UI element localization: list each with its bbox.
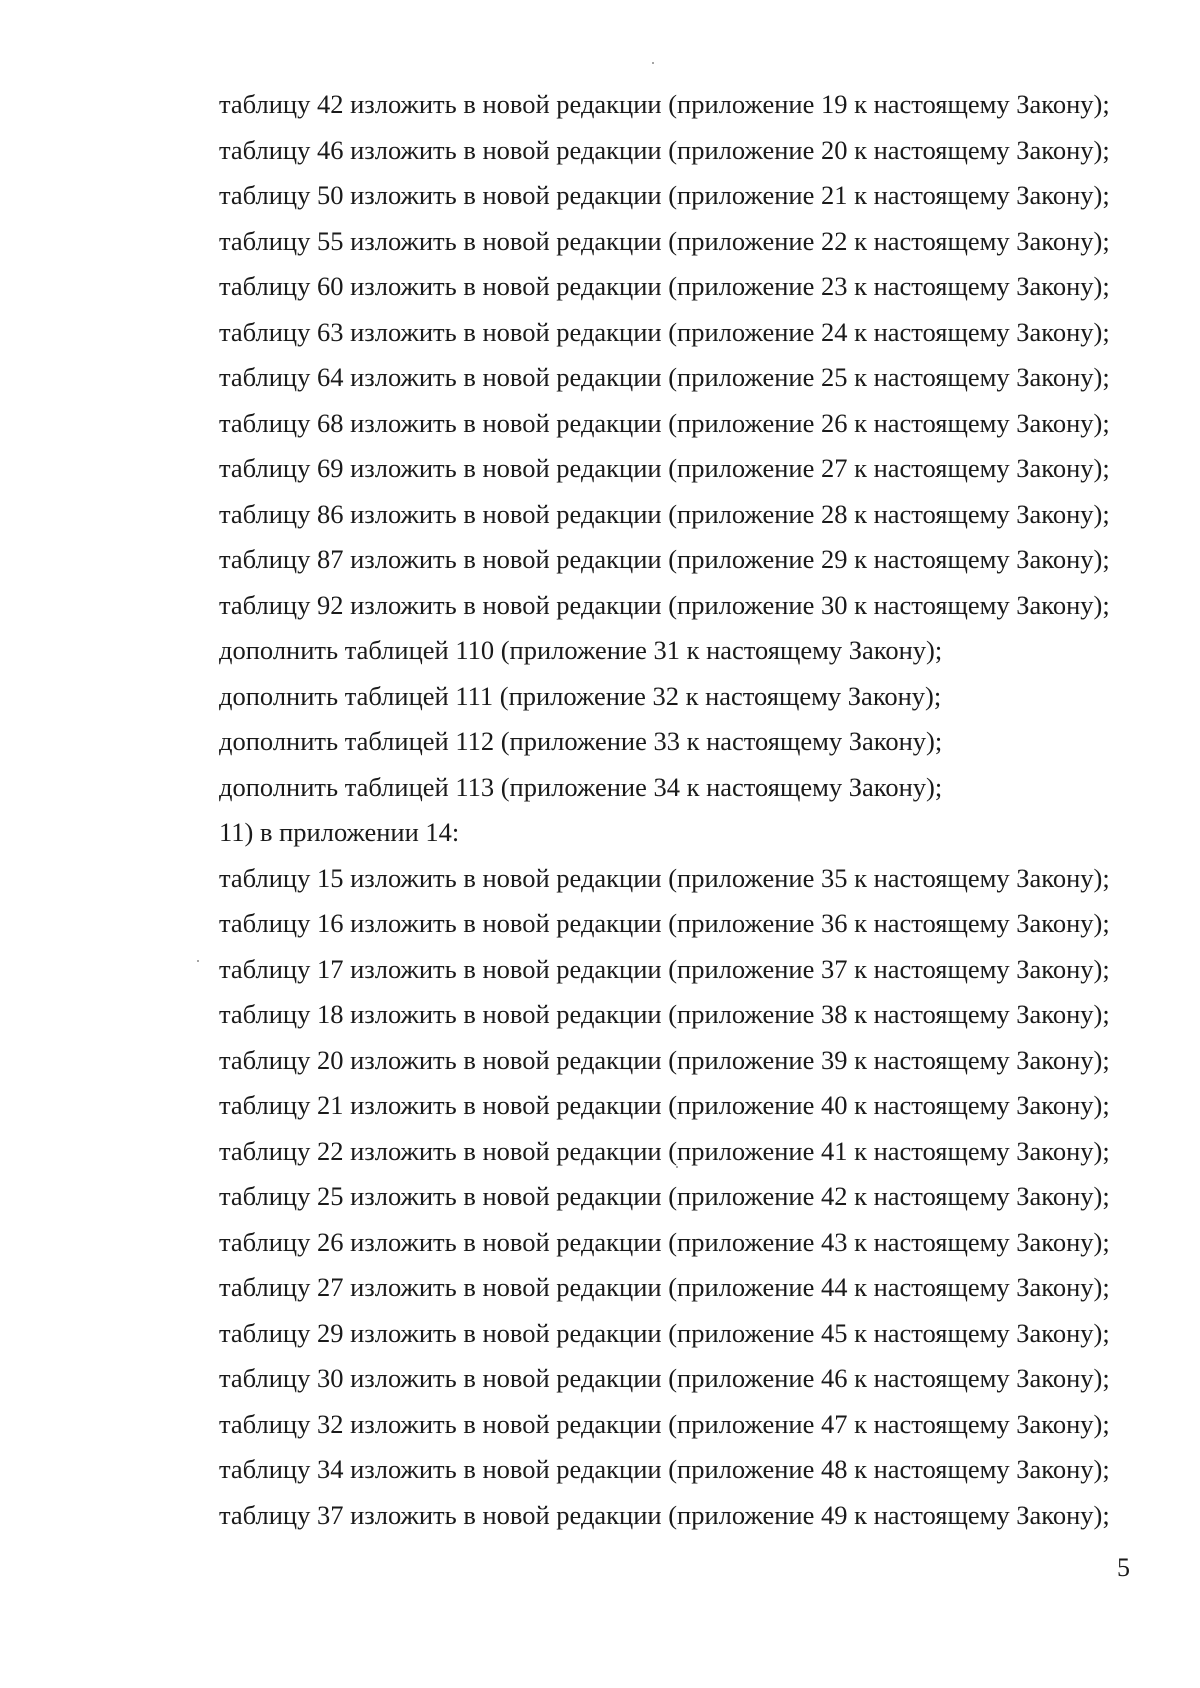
text-line: таблицу 18 изложить в новой редакции (приложение 38 к настоящему Закону); bbox=[219, 999, 1110, 1029]
text-line: таблицу 26 изложить в новой редакции (приложение 43 к настоящему Закону); bbox=[219, 1226, 1110, 1257]
text-line: таблицу 92 изложить в новой редакции (приложение 30 к настоящему Закону); bbox=[219, 589, 1110, 620]
text-line: таблицу 69 изложить в новой редакции (приложение 27 к настоящему Закону); bbox=[219, 453, 1110, 483]
section-heading: 11) в приложении 14: bbox=[219, 817, 460, 847]
text-line: таблицу 25 изложить в новой редакции (приложение 42 к настоящему Закону); bbox=[219, 1181, 1110, 1211]
text-line: таблицу 55 изложить в новой редакции (приложение 22 к настоящему Закону); bbox=[219, 225, 1110, 256]
text-line: таблицу 16 изложить в новой редакции (приложение 36 к настоящему Закону); bbox=[219, 908, 1110, 938]
scan-speck bbox=[197, 960, 199, 962]
text-line: таблицу 50 изложить в новой редакции (приложение 21 к настоящему Закону); bbox=[219, 180, 1110, 210]
text-line: таблицу 32 изложить в новой редакции (приложение 47 к настоящему Закону); bbox=[219, 1408, 1110, 1439]
text-line: таблицу 86 изложить в новой редакции (приложение 28 к настоящему Закону); bbox=[219, 498, 1110, 529]
text-line: таблицу 64 изложить в новой редакции (приложение 25 к настоящему Закону); bbox=[219, 362, 1110, 392]
text-line: таблицу 87 изложить в новой редакции (приложение 29 к настоящему Закону); bbox=[219, 544, 1110, 574]
text-line: таблицу 63 изложить в новой редакции (приложение 24 к настоящему Закону); bbox=[219, 316, 1110, 347]
text-line: таблицу 20 изложить в новой редакции (приложение 39 к настоящему Закону); bbox=[219, 1044, 1110, 1075]
text-line: таблицу 37 изложить в новой редакции (приложение 49 к настоящему Закону); bbox=[219, 1499, 1110, 1530]
text-line: таблицу 68 изложить в новой редакции (приложение 26 к настоящему Закону); bbox=[219, 407, 1110, 438]
text-line: таблицу 29 изложить в новой редакции (приложение 45 к настоящему Закону); bbox=[219, 1317, 1110, 1348]
document-body bbox=[219, 82, 1119, 1538]
text-line: дополнить таблицей 110 (приложение 31 к настоящему Закону); bbox=[219, 635, 943, 665]
text-line: таблицу 60 изложить в новой редакции (приложение 23 к настоящему Закону); bbox=[219, 271, 1110, 301]
text-line: таблицу 21 изложить в новой редакции (приложение 40 к настоящему Закону); bbox=[219, 1090, 1110, 1120]
text-line: таблицу 22 изложить в новой редакции (приложение 41 к настоящему Закону); bbox=[219, 1135, 1110, 1166]
text-line: таблицу 46 изложить в новой редакции (приложение 20 к настоящему Закону); bbox=[219, 134, 1110, 165]
text-line: таблицу 27 изложить в новой редакции (приложение 44 к настоящему Закону); bbox=[219, 1272, 1110, 1302]
scan-speck bbox=[676, 1166, 678, 1168]
text-line: дополнить таблицей 111 (приложение 32 к настоящему Закону); bbox=[219, 680, 942, 711]
text-line: таблицу 34 изложить в новой редакции (приложение 48 к настоящему Закону); bbox=[219, 1454, 1110, 1484]
text-line: таблицу 30 изложить в новой редакции (приложение 46 к настоящему Закону); bbox=[219, 1363, 1110, 1393]
text-line: таблицу 42 изложить в новой редакции (приложение 19 к настоящему Закону); bbox=[219, 89, 1110, 119]
scan-speck bbox=[652, 62, 654, 64]
text-line: дополнить таблицей 113 (приложение 34 к настоящему Закону); bbox=[219, 771, 943, 802]
text-line: таблицу 15 изложить в новой редакции (приложение 35 к настоящему Закону); bbox=[219, 862, 1110, 893]
page-number: 5 bbox=[1117, 1553, 1130, 1582]
text-line: таблицу 17 изложить в новой редакции (приложение 37 к настоящему Закону); bbox=[219, 953, 1110, 984]
text-line: дополнить таблицей 112 (приложение 33 к настоящему Закону); bbox=[219, 726, 943, 756]
